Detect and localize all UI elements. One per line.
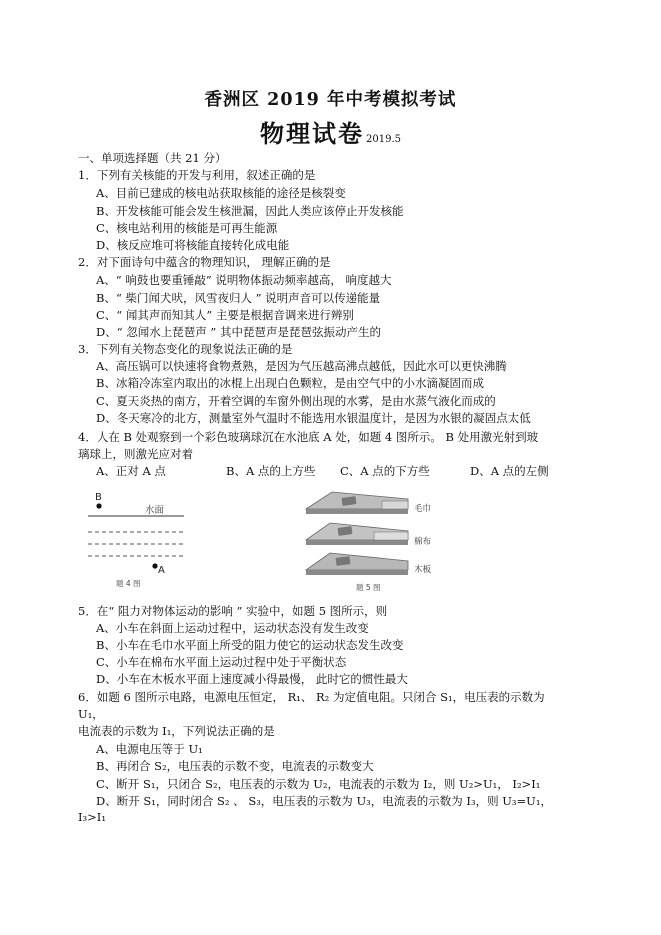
q4-stem: 4．人在 B 处观察到一个彩色玻璃球沉在水池底 A 处，如题 4 图所示。 B 处用激光射到玻 [78,430,539,444]
q6-stem: 6．如题 6 图所示电路，电源电压恒定， R₁、 R₂ 为定值电阻。只闭合 S₁，电压表的示数为 [78,690,545,704]
q2-stem: 2．对下面诗句中蕴含的物理知识， 理解正确的是 [78,255,331,269]
q6-option-d: D、断开 S₁，同时闭合 S₂ 、 S₃，电压表的示数为 U₃，电流表的示数为 I₃，则 U₃=U₁， [96,794,552,808]
q4-option-c: C、A 点的下方些 [340,464,430,478]
q6-option-a: A、电源电压等于 U₁ [96,742,203,756]
q5-option-c: C、小车在棉布水平面上运动过程中处于平衡状态 [96,655,347,669]
cotton-label: 棉布 [414,537,432,547]
subject-name: 物理试卷 [260,119,364,148]
towel-label: 毛巾 [414,504,432,514]
label-a: A [158,565,165,576]
q5-option-d: D、小车在木板水平面上速度减小得最慢， 此时它的惯性最大 [96,672,408,686]
q6-stem-u1: U₁， [78,707,104,721]
ramp-cotton [306,523,408,545]
label-b: B [95,492,102,503]
q4-stem-cont: 璃球上，则激光应对着 [78,447,193,461]
q5-stem: 5．在“ 阻力对物体运动的影响 ” 实验中，如题 5 图所示，则 [78,604,388,618]
q2-option-b: B、“ 柴门闻犬吠，风雪夜归人 ” 说明声音可以传递能量 [96,291,381,305]
ramp-towel [306,492,408,514]
q2-option-a: A、“ 响鼓也要重锤敲” 说明物体振动频率越高， 响度越大 [96,273,392,287]
q6-stem-cont: 电流表的示数为 I₁，下列说法正确的是 [78,724,275,738]
q1-stem: 1．下列有关核能的开发与利用，叙述正确的是 [78,168,316,182]
subject-title [0,114,661,149]
q4-option-b: B、A 点的上方些 [226,464,316,478]
q2-option-c: C、“ 闻其声而知其人” 主要是根据音调来进行辨别 [96,308,354,322]
figure-5 [296,487,456,595]
board-label: 木板 [414,565,432,575]
ramp-board [306,553,408,575]
figure-5-caption: 题 5 图 [356,583,381,592]
q4-option-d: D、A 点的左侧 [470,464,549,478]
q3-option-a: A、高压锅可以快速将食物煮熟，是因为气压越高沸点越低，因此水可以更快沸腾 [96,359,507,373]
point-b [96,503,101,508]
exam-date: 2019.5 [366,134,401,145]
figure-4-caption: 题 4 图 [116,579,141,588]
figure-4 [88,488,198,590]
q3-option-c: C、夏天炎热的南方，开着空调的车窗外侧出现的水雾，是由水蒸气液化而成的 [96,394,496,408]
q5-option-b: B、小车在毛巾水平面上所受的阻力使它的运动状态发生改变 [96,638,404,652]
section-heading: 一、单项选择题（共 21 分） [78,151,227,165]
q2-option-d: D、“ 忽闻水上琵琶声 ” 其中琵琶声是琵琶弦振动产生的 [96,325,381,339]
q3-option-b: B、冰箱冷冻室内取出的冰棍上出现白色颗粒，是由空气中的小水滴凝固而成 [96,376,484,390]
q6-option-b: B、再闭合 S₂，电压表的示数不变，电流表的示数变大 [96,759,374,773]
water-label: 水面 [145,505,165,516]
q1-option-a: A、目前已建成的核电站获取核能的途径是核裂变 [96,186,346,200]
q3-option-d: D、冬天寒冷的北方，测量室外气温时不能选用水银温度计，是因为水银的凝固点太低 [96,411,531,425]
q4-option-a: A、正对 A 点 [96,464,166,478]
point-a [152,563,157,568]
q6-option-c: C、断开 S₁，只闭合 S₂，电压表的示数为 U₂，电流表的示数为 I₂，则 U₂>U₁， I₂>I₁ [96,777,541,791]
q1-option-b: B、开发核能可能会发生核泄漏，因此人类应该停止开发核能 [96,204,404,218]
q3-stem: 3．下列有关物态变化的现象说法正确的是 [78,342,293,356]
q5-option-a: A、小车在斜面上运动过程中，运动状态没有发生改变 [96,621,369,635]
exam-title: 香洲区 2019 年中考模拟考试 [204,90,457,110]
q1-option-c: C、核电站利用的核能是可再生能源 [96,221,278,235]
q1-option-d: D、核反应堆可将核能直接转化成电能 [96,238,290,252]
q6-option-d-cont: I₃>I₁ [78,810,106,824]
